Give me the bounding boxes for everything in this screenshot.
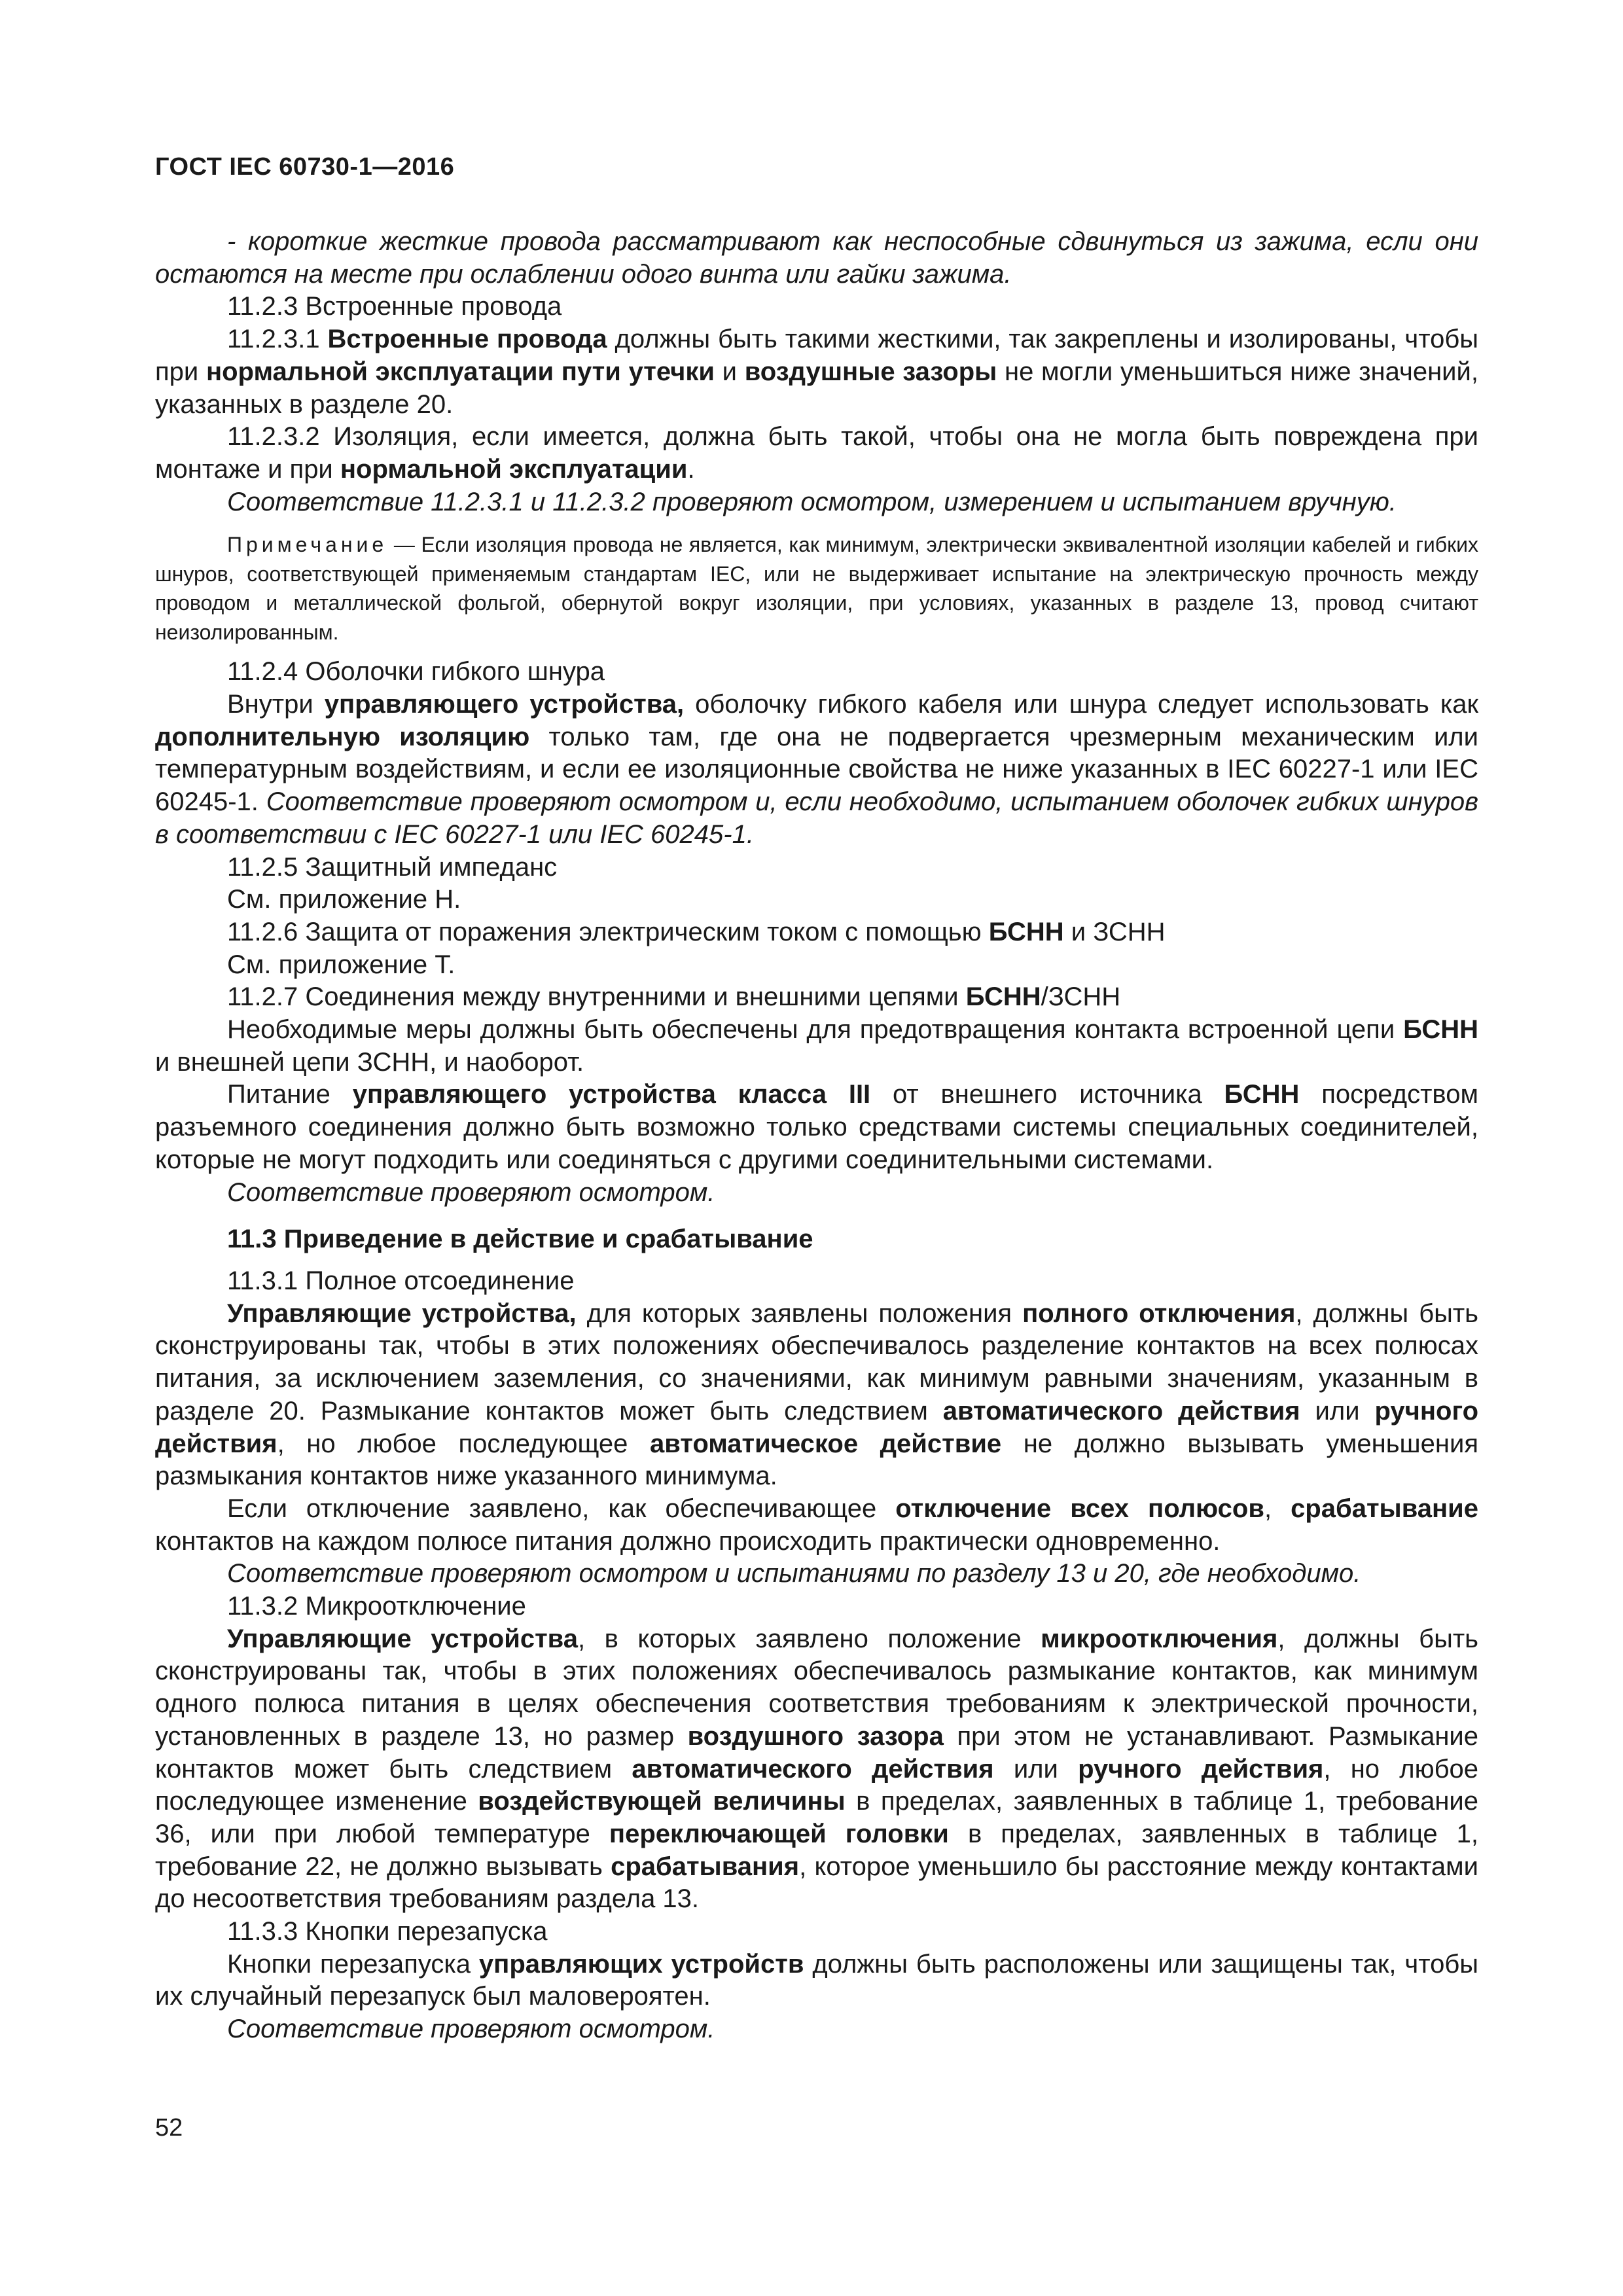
paragraph: Необходимые меры должны быть обеспечены для предотвращения контакта встроенной цепи БСНН и внешней цепи ЗСНН, и наоборот.	[155, 1015, 1478, 1077]
compliance-text: Соответствие проверяют осмотром и испытаниями по разделу 13 и 20, где необходимо.	[227, 1559, 1361, 1588]
page-number: 52	[155, 2114, 183, 2142]
clause-heading: 11.2.4 Оболочки гибкого шнура	[227, 657, 605, 687]
clause-heading: 11.2.5 Защитный импеданс	[227, 852, 558, 882]
paragraph: 11.2.3.2 Изоляция, если имеется, должна быть такой, чтобы она не могла быть повреждена при монтаже и при нормальной эксплуатации.	[155, 422, 1478, 484]
paragraph: Управляющие устройства, в которых заявлено положение микроотключения, должны быть сконструированы так, чтобы в этих положениях обеспечивалось размыкание контактов, как минимум одного полюса питания в целях обеспечения соответствия требованиям к электрической прочности, установленных в разделе 13, но размер воздушного зазора при этом не устанавливают. Размыкание контактов может быть следствием автоматического действия или ручного действия, но любое последующее изменение воздействующей величины в пределах, заявленных в таблице 1, требование 36, или при любой температуре переключающей головки в пределах, заявленных в таблице 1, требование 22, не должно вызывать срабатывания, которое уменьшило бы расстояние между контактами до несоответствия требованиям раздела 13.	[155, 1624, 1478, 1914]
compliance-text: Соответствие проверяют осмотром.	[227, 2015, 715, 2044]
compliance-text: Соответствие 11.2.3.1 и 11.2.3.2 проверяют осмотром, измерением и испытанием вручную.	[227, 487, 1397, 516]
paragraph: Кнопки перезапуска управляющих устройств должны быть расположены или защищены так, чтобы их случайный перезапуск был маловероятен.	[155, 1949, 1478, 2011]
clause-heading: 11.2.7 Соединения между внутренними и внешними цепями БСНН/ЗСНН	[227, 982, 1121, 1012]
page-content	[155, 226, 1478, 2046]
clause-heading: 11.3.1 Полное отсоединение	[227, 1266, 575, 1295]
paragraph: - короткие жесткие провода рассматривают как неспособные сдвинуться из зажима, если они остаются на месте при ослаблении одого винта или гайки зажима.	[155, 227, 1478, 289]
note-label: Примечание	[227, 533, 388, 557]
page-header: ГОСТ IEC 60730-1—2016	[155, 153, 455, 181]
paragraph: Питание управляющего устройства класса III от внешнего источника БСНН посредством разъемного соединения должно быть возможно только средствами системы специальных соединителей, которые не могут подходить или соединяться с другими соединительными системами.	[155, 1080, 1478, 1174]
paragraph: См. приложение Н.	[227, 885, 461, 914]
paragraph: Внутри управляющего устройства, оболочку гибкого кабеля или шнура следует использовать как дополнительную изоляцию только там, где она не подвергается чрезмерным механическим или температурным воздействиям, и если ее изоляционные свойства не ниже указанных в IEC 60227-1 или IEC 60245-1. Соответствие проверяют осмотром и, если необходимо, испытанием оболочек гибких шнуров в соответствии с IEC 60227-1 или IEC 60245-1.	[155, 690, 1478, 849]
section-heading: 11.3 Приведение в действие и срабатывание	[227, 1225, 813, 1254]
paragraph: См. приложение Т.	[227, 950, 455, 979]
clause-heading: 11.3.2 Микроотключение	[227, 1592, 526, 1621]
clause-heading: 11.2.6 Защита от поражения электрическим током с помощью БСНН и ЗСНН	[227, 917, 1166, 946]
paragraph: Управляющие устройства, для которых заявлены положения полного отключения, должны быть сконструированы так, чтобы в этих положениях обеспечивалось разделение контактов на всех полюсах питания, за исключением заземления, со значениями, как минимум равными значениям, указанным в разделе 20. Размыкание контактов может быть следствием автоматического действия или ручного действия, но любое последующее автоматическое действие не должно вызывать уменьшения размыкания контактов ниже указанного минимума.	[155, 1299, 1479, 1491]
compliance-text: Соответствие проверяют осмотром.	[227, 1177, 715, 1207]
paragraph: Если отключение заявлено, как обеспечивающее отключение всех полюсов, срабатывание контактов на каждом полюсе питания должно происходить практически одновременно.	[155, 1494, 1478, 1556]
clause-heading: 11.2.3 Встроенные провода	[227, 292, 562, 321]
paragraph: 11.2.3.1 Встроенные провода должны быть такими жесткими, так закреплены и изолированы, чтобы при нормальной эксплуатации пути утечки и воздушные зазоры не могли уменьшиться ниже значений, указанных в разделе 20.	[155, 325, 1479, 419]
clause-heading: 11.3.3 Кнопки перезапуска	[227, 1917, 548, 1946]
note: Примечание — Если изоляция провода не является, как минимум, электрически эквивалентной изоляции кабелей и гибких шнуров, соответствующей применяемым стандартам IEC, или не выдерживает испытание на электрическую прочность между проводом и металлической фольгой, обернутой вокруг изоляции, при условиях, указанных в разделе 13, провод считают неизолированным.	[155, 533, 1478, 644]
